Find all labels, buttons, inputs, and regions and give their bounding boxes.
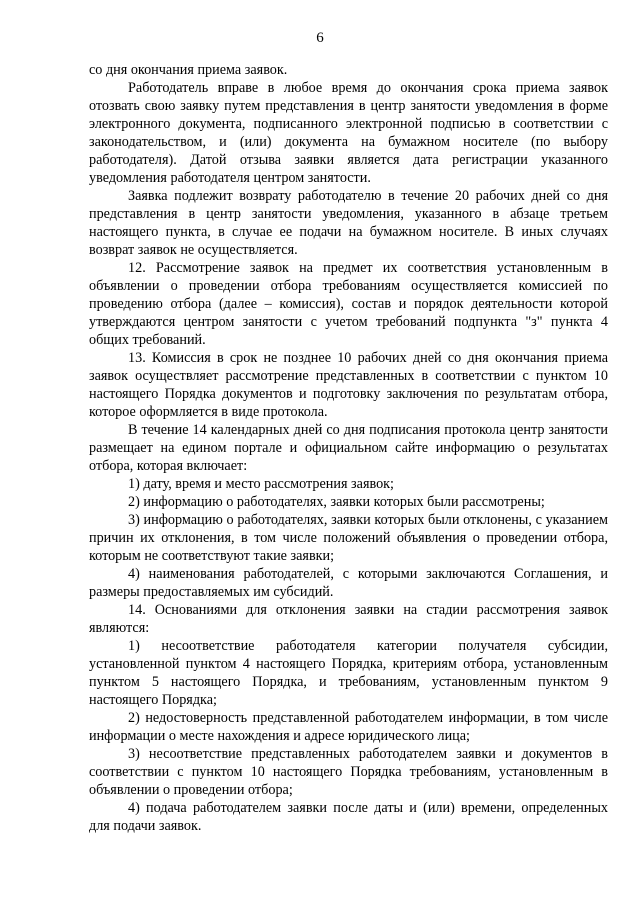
paragraph-item-13: 13. Комиссия в срок не позднее 10 рабочих дней со дня окончания приема заявок осуществляет рассмотрение представленных в соответствии с пунктом 10 настоящего Порядка документов и подготовку заключения по результатам отбора, которое оформляется в виде протокола. [89, 350, 608, 420]
paragraph-return: Заявка подлежит возврату работодателю в течение 20 рабочих дней со дня представления в центр занятости уведомления, указанного в абзаце третьем настоящего пункта, в случае ее подачи на бумажном носителе. В иных случаях возврат заявок не осуществляется. [89, 188, 608, 258]
paragraph-item-12: 12. Рассмотрение заявок на предмет их соответствия установленным в объявлении о проведении отбора требованиям осуществляется комиссией по проведению отбора (далее – комиссия), состав и порядок деятельности которой утверждаются центром занятости с учетом требований подпункта "з" пункта 4 общих требований. [89, 260, 608, 348]
list-item-14-1: 1) несоответствие работодателя категории получателя субсидии, установленной пунктом 4 настоящего Порядка, критериям отбора, установленным пунктом 5 настоящего Порядка, и требованиям, установленным пунктом 9 настоящего Порядка; [89, 638, 608, 708]
document-body [89, 61, 608, 835]
paragraph-results-publication: В течение 14 календарных дней со дня подписания протокола центр занятости размещает на едином портале и официальном сайте информацию о результатах отбора, которая включает: [89, 422, 608, 474]
list-item-14-3: 3) несоответствие представленных работодателем заявки и документов в соответствии с пунктом 10 настоящего Порядка требованиям, установленным в объявлении о проведении отбора; [89, 746, 608, 798]
list-item-13-4: 4) наименования работодателей, с которыми заключаются Соглашения, и размеры предоставляемых им субсидий. [89, 566, 608, 600]
list-item-13-2: 2) информацию о работодателях, заявки которых были рассмотрены; [128, 494, 545, 510]
list-item-14-2: 2) недостоверность представленной работодателем информации, в том числе информации о месте нахождения и адресе юридического лица; [89, 710, 608, 744]
paragraph-continuation: со дня окончания приема заявок. [89, 62, 288, 78]
list-item-13-3: 3) информацию о работодателях, заявки которых были отклонены, с указанием причин их отклонения, в том числе положений объявления о проведении отбора, которым не соответствуют такие заявки; [89, 512, 608, 564]
list-item-14-4: 4) подача работодателем заявки после даты и (или) времени, определенных для подачи заявок. [89, 800, 608, 834]
paragraph-item-14: 14. Основаниями для отклонения заявки на стадии рассмотрения заявок являются: [89, 602, 608, 636]
list-item-13-1: 1) дату, время и место рассмотрения заявок; [128, 476, 395, 492]
paragraph-withdrawal: Работодатель вправе в любое время до окончания срока приема заявок отозвать свою заявку путем представления в центр занятости уведомления в форме электронного документа, подписанного электронной подписью в соответствии с законодательством, и (или) документа на бумажном носителе (по выбору работодателя). Датой отзыва заявки является дата регистрации указанного уведомления работодателя центром занятости. [89, 80, 608, 186]
page-number: 6 [316, 30, 324, 46]
